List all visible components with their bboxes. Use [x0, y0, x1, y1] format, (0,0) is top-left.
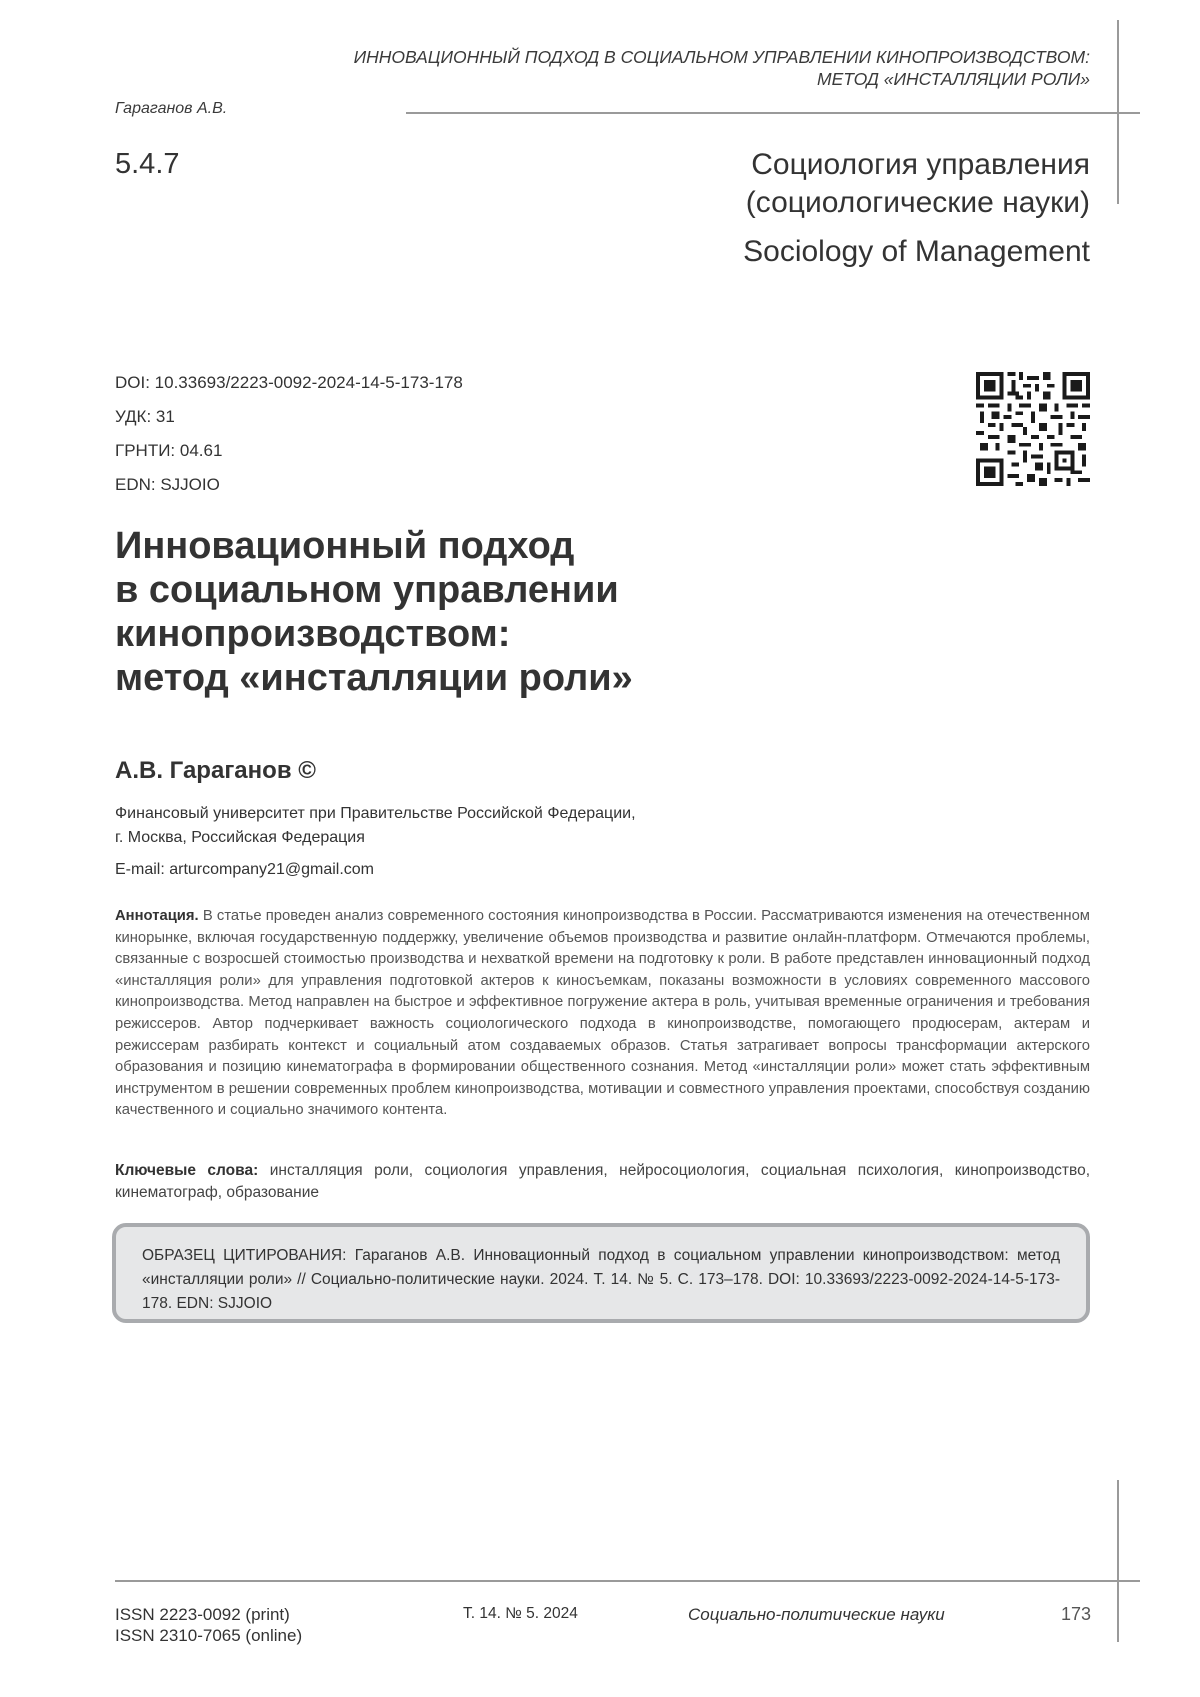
issn-online: ISSN 2310-7065 (online)	[115, 1626, 303, 1645]
udk: УДК: 31	[115, 407, 175, 426]
citation-text: ОБРАЗЕЦ ЦИТИРОВАНИЯ: Гараганов А.В. Инновационный подход в социальном управлении кинопроизводством: метод «инсталляции роли» // Социально-политические науки. 2024. Т. 14. № 5. С. 173–178. DOI: 10.33693/2223-0092-2024-14-5-173-178. EDN: SJJOIO	[142, 1247, 1060, 1312]
page-number: 173	[1061, 1604, 1092, 1624]
grnti: ГРНТИ: 04.61	[115, 441, 223, 460]
abstract	[115, 906, 1090, 1122]
title-line2: в социальном управлении	[115, 569, 619, 611]
title-line1: Инновационный подход	[115, 525, 575, 567]
author-email[interactable]: E-mail: arturcompany21@gmail.com	[115, 861, 374, 878]
crop-mark-bottom-right	[1117, 1480, 1119, 1642]
rubric-line2: (социологические науки)	[745, 186, 1090, 219]
article-title	[115, 524, 735, 700]
running-title	[300, 46, 1090, 90]
section-code: 5.4.7	[115, 148, 180, 180]
running-title-line2: МЕТОД «ИНСТАЛЛЯЦИИ РОЛИ»	[817, 69, 1090, 89]
rubric-title-en: Sociology of Management	[743, 235, 1090, 268]
affiliation-line2: г. Москва, Российская Федерация	[115, 829, 365, 846]
doi[interactable]: DOI: 10.33693/2223-0092-2024-14-5-173-178	[115, 373, 463, 392]
title-line3: кинопроизводством:	[115, 613, 511, 655]
abstract-text: В статье проведен анализ современного состояния кинопроизводства в России. Рассматриваются изменения на отечественном кинорынке, включая государственную поддержку, увеличение объемов производства и развитие онлайн-платформ. Отмечаются проблемы, связанные с возросшей стоимостью производства и нехваткой времени на подготовку к роли. В работе представлен инновационный подход «инсталляция роли» для управления подготовкой актеров к киносъемкам, показаны возможности в условиях современного массового кинопроизводства. Метод направлен на быстрое и эффективное погружение актера в роль, учитывая временные ограничения и требования режиссеров. Автор подчеркивает важность социологического подхода в кинопроизводстве, помогающего продюсерам, актерам и режиссерам разбирать контекст и социальный атом создаваемых образов. Статья затрагивает вопросы трансформации актерского образования и позицию кинематографа в формировании общественного сознания. Метод «инсталляции роли» может стать эффективным инструментом в решении современных проблем кинопроизводства, мотивации и совместного управления проектами, способствуя созданию качественного и социально значимого контента.	[115, 908, 1090, 1119]
header-rule	[406, 112, 1140, 114]
abstract-label: Аннотация.	[115, 908, 199, 924]
issn-block	[115, 1604, 302, 1646]
citation-box	[112, 1223, 1090, 1323]
title-line4: метод «инсталляции роли»	[115, 657, 633, 699]
journal-name: Социально-политические науки	[688, 1605, 945, 1624]
running-title-line1: ИННОВАЦИОННЫЙ ПОДХОД В СОЦИАЛЬНОМ УПРАВЛЕНИИ КИНОПРОИЗВОДСТВОМ:	[353, 47, 1090, 67]
edn: EDN: SJJOIO	[115, 475, 220, 494]
running-author: Гараганов А.В.	[115, 100, 228, 117]
keywords-label: Ключевые слова:	[115, 1162, 259, 1179]
issn-print: ISSN 2223-0092 (print)	[115, 1605, 290, 1624]
affiliation-line1: Финансовый университет при Правительстве Российской Федерации,	[115, 805, 636, 822]
article-identifiers	[115, 366, 463, 502]
footer-rule	[115, 1580, 1140, 1582]
qr-code-icon	[976, 372, 1090, 486]
rubric-title	[570, 146, 1090, 222]
keywords-text: инсталляция роли, социология управления, нейросоциология, социальная психология, кинопроизводство, кинематограф, образование	[115, 1162, 1090, 1201]
author-name: А.В. Гараганов ©	[115, 757, 316, 784]
affiliation	[115, 802, 815, 850]
volume-issue: Т. 14. № 5. 2024	[463, 1605, 578, 1622]
keywords	[115, 1160, 1090, 1204]
rubric-line1: Социология управления	[751, 148, 1090, 181]
